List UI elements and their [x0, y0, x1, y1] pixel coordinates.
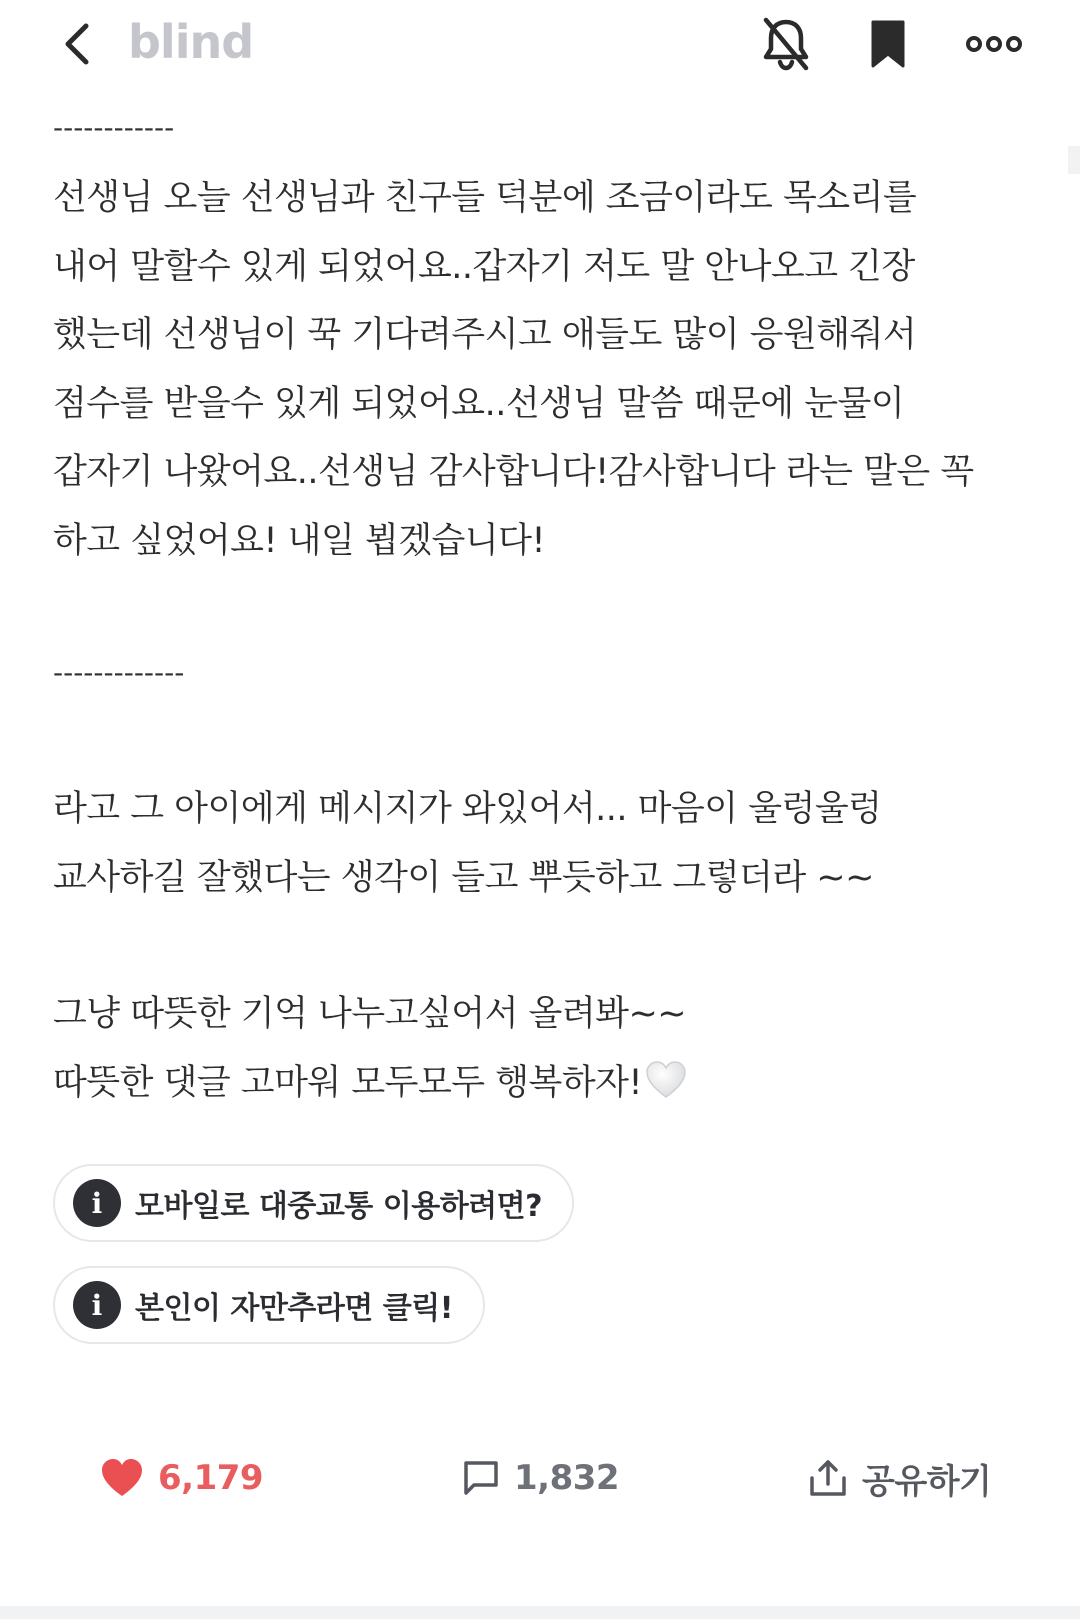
scrollbar[interactable] [1068, 146, 1080, 174]
heart-icon [100, 1458, 144, 1498]
bottom-divider [0, 1606, 1080, 1619]
bookmark-icon [868, 18, 908, 70]
quote-line: 갑자기 나왔어요..선생님 감사합니다!감사합니다 라는 말은 꼭 [53, 452, 974, 492]
info-icon: i [73, 1281, 121, 1329]
bookmark-button[interactable] [856, 12, 920, 76]
like-count: 6,179 [158, 1458, 264, 1498]
post-paragraph-1 [53, 775, 1043, 912]
body-line [53, 1049, 1043, 1118]
info-chip-transit[interactable] [53, 1164, 574, 1242]
chip-label: 모바일로 대중교통 이용하려면? [135, 1189, 543, 1224]
post-actions-bar [0, 1438, 1080, 1518]
more-options-button[interactable] [962, 12, 1026, 76]
bell-off-icon [760, 16, 812, 72]
white-heart-emoji [644, 1060, 688, 1100]
body-line: 교사하길 잘했다는 생각이 들고 뿌듯하고 그렇더라 ~~ [53, 857, 874, 898]
quoted-message [53, 164, 1043, 575]
quote-line: 선생님 오늘 선생님과 친구들 덕분에 조금이라도 목소리를 [53, 178, 917, 218]
share-label: 공유하기 [862, 1461, 992, 1502]
post-body [53, 110, 1043, 1117]
chevron-left-icon [58, 20, 98, 68]
share-icon [808, 1458, 848, 1498]
post-paragraph-2 [53, 980, 1043, 1117]
divider-top: ------------ [53, 111, 175, 144]
quote-line: 하고 싶었어요! 내일 뵙겠습니다! [53, 520, 545, 561]
quote-line: 했는데 선생님이 꾹 기다려주시고 애들도 많이 응원해줘서 [53, 315, 917, 355]
back-button[interactable] [48, 14, 108, 74]
comment-icon [462, 1459, 500, 1497]
comment-count: 1,832 [514, 1458, 620, 1498]
share-button[interactable] [808, 1438, 991, 1518]
body-line-text: 따뜻한 댓글 고마워 모두모두 행복하자! [53, 1062, 642, 1103]
top-bar [0, 0, 1080, 90]
info-chip-click[interactable] [53, 1266, 485, 1344]
comment-button[interactable] [462, 1438, 619, 1518]
app-logo[interactable]: blind [128, 15, 254, 69]
notification-toggle-button[interactable] [754, 12, 818, 76]
like-button[interactable] [100, 1438, 263, 1518]
info-icon: i [73, 1179, 121, 1227]
body-line: 그냥 따뜻한 기억 나누고싶어서 올려봐~~ [53, 994, 687, 1034]
more-horizontal-icon [965, 34, 1023, 54]
chip-label: 본인이 자만추라면 클릭! [135, 1291, 453, 1326]
divider-bottom: ------------- [53, 656, 185, 689]
body-line: 라고 그 아이에게 메시지가 와있어서... 마음이 울렁울렁 [53, 789, 882, 829]
quote-line: 점수를 받을수 있게 되었어요..선생님 말씀 때문에 눈물이 [53, 383, 905, 424]
quote-line: 내어 말할수 있게 되었어요..갑자기 저도 말 안나오고 긴장 [53, 246, 915, 287]
